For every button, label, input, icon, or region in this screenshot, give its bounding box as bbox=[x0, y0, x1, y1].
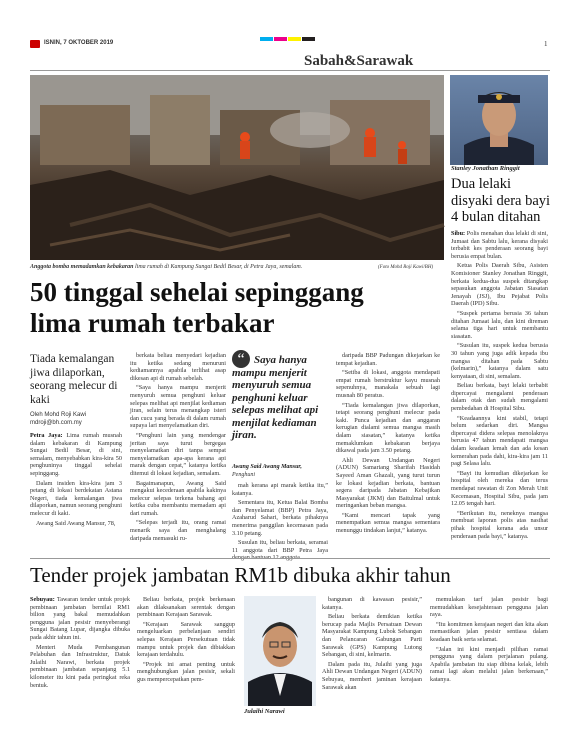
quote-attribution-role: Penghuni bbox=[232, 472, 255, 478]
paragraph-text: Sementara itu, Ketua Balai Bomba dan Penyelamat (BBP) Petra Jaya, Azaharud Sahari, berkata pihaknya menerima panggilan kecemasan pada 3.10 petang. bbox=[232, 499, 328, 537]
bh-logo-icon bbox=[30, 40, 40, 48]
color-swatch-cyan bbox=[260, 37, 273, 41]
paragraph bbox=[451, 342, 548, 380]
paragraph bbox=[451, 415, 548, 468]
paragraph-text: Ahli Dewan Undangan Negeri (ADUN) Samariang Sharifah Hasidah Sayeed Aman Ghazali, yang turut turun ke lokasi kejadian berkata, bantuan segera daripada Jabatan Kebajikan Masyarakat (JKM) dan Baitulmal untuk meringankan beban mangsa. bbox=[336, 456, 440, 510]
lead-headline-line2: lima rumah terbakar bbox=[30, 308, 275, 338]
paragraph-text: Dalam insiden kira-kira jam 3 petang di lokasi berdekatan Astana Negeri, tiada kemalangan jiwa dilaporkan, namun seorang penghuni melecur di kaki. bbox=[30, 479, 122, 517]
byline: Oleh Mohd Roji Kawi bbox=[30, 412, 87, 418]
julaihi-portrait-photo bbox=[244, 596, 316, 706]
paragraph bbox=[30, 644, 130, 690]
paragraph-text: “Tiada kemalangan jiwa dilaporkan, tetapi seorang penghuni melecur pada kaki. Punca kejadian dan anggaran kerugian dialami semua mangsa masih dalam siasatan,” katanya ketika memaklumkan kebakaran berjaya dikawal pada jam 3.50 petang. bbox=[336, 401, 440, 455]
paragraph bbox=[336, 457, 440, 510]
lead-story-col1 bbox=[30, 432, 122, 550]
paragraph-text: bangunan di kawasan pesisir,” katanya. bbox=[322, 596, 422, 611]
main-photo-caption bbox=[30, 264, 370, 270]
paragraph-text: mah kerana api marak ketika itu,” katanya. bbox=[232, 482, 328, 497]
photo-credit: (Foto Mohd Roji Kawi/BH) bbox=[378, 265, 434, 270]
side-photo-caption: Stanley Jonathan Ringgit bbox=[451, 165, 520, 172]
paragraph-text: daripada BBP Padungan dikejarkan ke tempat kejadian. bbox=[336, 352, 440, 367]
paragraph bbox=[336, 352, 440, 367]
paragraph bbox=[430, 621, 548, 644]
paragraph-text: “Berikutan itu, neneknya mangsa membuat laporan polis atas nasihat pihak hospital kerana ada unsur penderaan pada bayi,” katanya. bbox=[451, 509, 548, 540]
paragraph bbox=[336, 369, 440, 399]
paragraph-text: “Jalan ini kini menjadi pilihan ramai pengguna yang dalam perjalanan pulang. Apabila jambatan itu siap dibina kelak, lebih ramai lagi akan melalui jalan berkenaan,” katanya. bbox=[430, 645, 548, 683]
color-swatch-black bbox=[302, 37, 315, 41]
quote-box bbox=[232, 352, 328, 452]
paragraph bbox=[451, 310, 548, 340]
julaihi-illustration bbox=[244, 596, 316, 706]
quote-attribution-name: Awang Said Awang Mansur, bbox=[232, 464, 302, 470]
side-headline: Dua lelaki disyaki dera bayi 4 bulan ditahan bbox=[451, 176, 551, 225]
paragraph-text: “Itu komitmen kerajaan negeri dan kita akan memastikan jalan pesisir sentiasa dalam keadaan baik serta selamat. bbox=[430, 620, 548, 643]
paragraph-text: Awang Said Awang Mansur, 78, bbox=[36, 519, 116, 527]
color-registration-bar bbox=[260, 28, 324, 32]
section-title: Sabah&Sarawak bbox=[304, 53, 414, 69]
paragraph bbox=[30, 480, 122, 518]
stanley-portrait-photo bbox=[450, 75, 548, 165]
paragraph bbox=[451, 382, 548, 412]
byline-email: mdroji@bh.com.my bbox=[30, 420, 82, 426]
second-story-col1 bbox=[30, 596, 130, 726]
paragraph bbox=[430, 596, 548, 619]
lead-story-col2 bbox=[130, 352, 226, 550]
paragraph-text: “Projek ini amat penting untuk menghubungkan jalan pesisir, sekali gus mempercepatkan pem- bbox=[137, 660, 235, 683]
paragraph-text: Dalam pada itu, Julaihi yang juga Ahli Dewan Undangan Negeri (ADUN) Sebuyau, memberi jaminan kerajaan Sarawak akan bbox=[322, 660, 422, 691]
paragraph bbox=[130, 352, 226, 382]
paragraph-text: “Susulan itu, suspek kedua berusia 30 tahun yang juga adik kepada ibu mangsa ditahan pada Sabtu (kelmarin),” katanya dalam satu kenyataan, di sini, semalam. bbox=[451, 342, 548, 380]
fire-scene-photo bbox=[30, 75, 444, 260]
paragraph bbox=[451, 262, 548, 308]
paragraph-text: “Saya hanya mampu menjerit menyuruh semua penghuni keluar selepas melihat api menjilat kediaman jiran, selain terus menangkap isteri dan cucu yang berada di dalam rumah supaya lari menyelamatkan diri. bbox=[130, 384, 226, 430]
issue-date: ISNIN, 7 OKTOBER 2019 bbox=[44, 40, 114, 46]
color-swatch-yellow bbox=[288, 37, 301, 41]
paragraph bbox=[137, 621, 235, 659]
portrait-illustration bbox=[450, 75, 548, 165]
paragraph bbox=[336, 512, 440, 535]
paragraph-text: “Penghuni lain yang mendengar jeritan saya turut bergegas menyelamatkan diri tanpa sempat menyelamatkan apa-apa kerana api marak dengan cepat,” katanya ketika ditemui di lokasi kejadian, semalam. bbox=[130, 431, 226, 477]
dateline: Sebuyau: bbox=[30, 596, 55, 603]
pull-quote: Saya hanya mampu menjerit menyuruh semua penghuni keluar selepas melihat api menjilat kediaman jiran. bbox=[232, 354, 319, 441]
paragraph bbox=[137, 661, 235, 684]
quote-mark-icon: “ bbox=[232, 350, 250, 368]
julaihi-caption: Julaihi Narawi bbox=[244, 708, 285, 715]
paragraph-text: Bagaimanapun, Awang Said mengakui kecederaan apabila kakinya melecur selepas terkena bahang api ketika cuba membantu memadam api dari rumah. bbox=[130, 479, 226, 517]
paragraph bbox=[232, 499, 328, 537]
lead-story-col4 bbox=[336, 352, 440, 550]
standfirst: Tiada kemalangan jiwa dilaporkan, seorang melecur di kaki bbox=[30, 353, 118, 406]
caption-bold: Anggota bomba memadamkan kebakaran bbox=[30, 264, 134, 270]
paragraph-text: “Kerajaan Sarawak sanggup mengeluarkan perbelanjaan sendiri selepas Kerajaan Persekutuan tidak mampu untuk projek dan dibiakkan kerajaan terdahulu. bbox=[137, 620, 235, 659]
paragraph-text: “Bayi itu kemudian dikejarkan ke hospital oleh mereka dan terus mendapat rawatan di Zon Merah Unit Kecemasan, Hospital Sibu, pada jam 12.05 tengah hari. bbox=[451, 469, 548, 508]
lead-headline-line1: 50 tinggal sehelai sepinggang bbox=[30, 277, 364, 307]
paragraph-text: Susulan itu, beliau berkata, seramai 11 anggota dari BBP Petra Jaya bbox=[232, 539, 328, 554]
paragraph bbox=[451, 230, 548, 260]
paragraph bbox=[130, 519, 226, 542]
paragraph-text: Menteri Muda Pembangunan Pelabuhan dan Infrastruktur, Datuk Julaihi Narawi, berkata projek pembinaan jambatan sepanjang 5.1 kilometer itu kini pada peringkat reka bentuk. bbox=[30, 643, 130, 689]
paragraph bbox=[232, 482, 328, 497]
caption-text: lima rumah di Kampung Sungai Bedil Besar, di Petra Jaya, semalam. bbox=[133, 264, 303, 270]
header-rule bbox=[30, 70, 550, 71]
dateline: Sibu: bbox=[451, 230, 466, 237]
paragraph bbox=[30, 596, 130, 642]
paragraph-text: Lima rumah musnah dalam kebakaran di Kampung Sungai Bedil Besar, di sini, semalam, menyebabkan kira-kira 50 penghuninya tinggal sehelai sepinggang. bbox=[30, 432, 122, 477]
second-story-col3 bbox=[322, 596, 422, 726]
paragraph bbox=[137, 596, 235, 619]
lead-story-col3 bbox=[232, 482, 328, 554]
paragraph bbox=[30, 432, 122, 478]
paragraph bbox=[130, 480, 226, 518]
paragraph-text: “Selepas terjadi itu, orang ramai menarik saya dan menghalang daripada memasuki ru- bbox=[130, 519, 226, 542]
paragraph-text: Ketua Polis Daerah Sibu, Asisten Komisioner Stanley Jonathan Ringgit, berkata kedua-dua suspek ditangkap sepasukan anggota Jabatan Siasatan Jenayah (JSJ), Ibu Pejabat Polis Daerah (IPD) Sibu. bbox=[451, 262, 548, 308]
second-headline: Tender projek jambatan RM1b dibuka akhir tahun bbox=[30, 563, 451, 587]
fire-scene-illustration bbox=[30, 75, 444, 260]
paragraph bbox=[322, 661, 422, 691]
paragraph bbox=[130, 432, 226, 478]
paragraph-text: “Keadaannya kini stabil, tetapi belum sedarkan diri. Mangsa dipercayai didera selepas menolaknya berusia 47 tahun mendapati mangsa dalam keadaan lemah dan ada kesan kemerahan pada dahi, kira-kira jam 11 pagi Selasa lalu. bbox=[451, 414, 548, 468]
paragraph-text: “Setiba di lokasi, anggota mendapati empat rumah berstruktur kayu musnah sepenuhnya, manakala sebuah lagi musnah 80 peratus. bbox=[336, 369, 440, 399]
paragraph-text: Beliau berkata, projek berkenaan akan dilaksanakan serentak dengan pembinaan Kerajaan Sarawak. bbox=[137, 596, 235, 619]
second-story-col4 bbox=[430, 596, 548, 726]
paragraph bbox=[30, 520, 122, 528]
side-story-body bbox=[451, 230, 548, 548]
paragraph bbox=[130, 384, 226, 430]
paragraph-text: Tawaran tender untuk projek pembinaan jambatan bernilai RM1 bilion yang bakal memudahkan pengguna jalan pesisir menyeberangi Sungai Batang Lupar, dijangka dibuka pada akhir tahun ini. bbox=[30, 596, 130, 641]
paragraph-text: memulakan tarf jalan pesisir bagi memudahkan kesejahteraan pengguna jalan raya. bbox=[430, 596, 548, 619]
paragraph bbox=[322, 613, 422, 659]
paragraph bbox=[451, 470, 548, 508]
paragraph-text: Beliau berkata demikian ketika berucap pada Majlis Persatuan Dewan Masyarakat Kampung Lubok Sebangan dan Pelancaran Gabungan Parti Sarawak (GPS) Kampung Lutong Sebangan, di sini, kelmarin. bbox=[322, 613, 422, 659]
page-number: 1 bbox=[544, 40, 548, 48]
paragraph bbox=[451, 510, 548, 540]
paragraph bbox=[430, 646, 548, 684]
dateline: Petra Jaya: bbox=[30, 432, 63, 439]
paragraph bbox=[322, 596, 422, 611]
paragraph-text: “Suspek pertama berusia 36 tahun ditahan Jumaat lalu, dan kini direman selama tiga hari untuk membantu siasatan. bbox=[451, 309, 548, 340]
paragraph-text: Beliau berkata, bayi lelaki terbabit dipercayai mengalami penderaan dalam otak dan sudah mengalami pembedahan di Hospital Sibu. bbox=[451, 382, 548, 413]
second-story-col2 bbox=[137, 596, 235, 726]
paragraph-text: berkata beliau menyedari kejadian itu ketika sedang menuruni kediamannya apabila terlihat asap dikesan api di rumah sebelah. bbox=[130, 352, 226, 382]
paragraph bbox=[336, 402, 440, 455]
story-divider bbox=[30, 558, 550, 559]
paragraph-text: “Kami mencari tapak yang menempatkan semua mangsa sementara menunggu tindakan lanjut,” katanya. bbox=[336, 511, 440, 535]
color-swatch-magenta bbox=[274, 37, 287, 41]
paragraph-text: Polis menahan dua lelaki di sini, Jumaat dan Sabtu lalu, kerana disyaki terbabit kes penderaan seorang bayi berusia empat bulan. bbox=[451, 230, 548, 260]
